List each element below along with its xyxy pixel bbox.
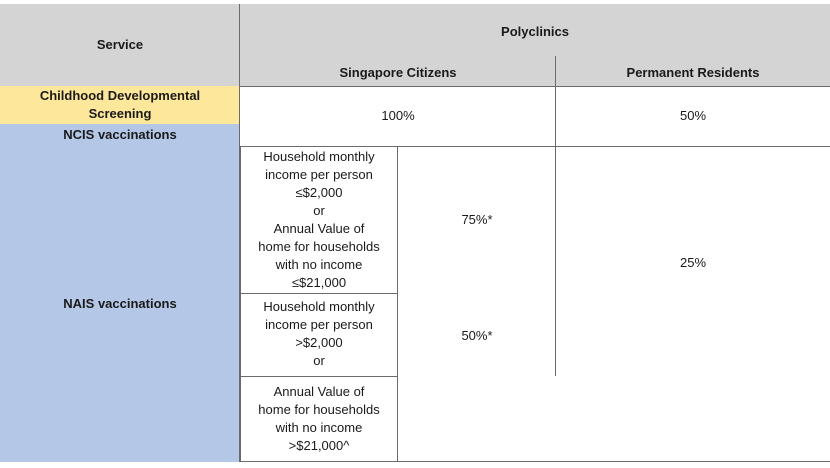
header-service [0,4,240,86]
tier2-line: income per person [265,317,373,332]
tier1-line: or [313,203,325,218]
tier2-value-text: 50%* [461,328,493,343]
divider-table-bottom [240,461,830,462]
service-ncis [0,124,240,146]
divider-tier1-bottom [240,293,398,294]
divider-header-bottom [240,86,830,87]
resident-value-text: 50% [679,108,707,123]
tier1-line: home for households [258,239,380,254]
citizen-value-100 [240,86,556,146]
nais-tier2-criteria-b [240,378,398,460]
tier1-line: Household monthly [263,149,375,164]
header-polyclinics-label: Polyclinics [501,24,569,39]
header-residents [556,60,830,86]
header-residents-label: Permanent Residents [626,65,760,80]
tier2-line: >$21,000^ [288,438,350,453]
nais-resident-value [556,148,830,378]
nais-tier2-value [398,296,556,376]
nais-tier1-criteria [240,148,398,292]
tier1-value-text: 75%* [461,212,493,227]
tier2-line: with no income [275,420,363,435]
tier1-line: with no income [275,257,363,272]
childhood-label-line1: Childhood Developmental [39,88,201,103]
childhood-label-line2: Screening [88,106,152,121]
divider-criteria-value [397,147,398,462]
tier1-line: Annual Value of [273,221,365,236]
header-citizens-label: Singapore Citizens [339,65,457,80]
divider-citizens-residents [555,56,556,376]
divider-shared-row-bottom [240,146,830,147]
tier2-line: or [313,353,325,368]
nais-tier1-value [398,148,556,292]
service-nais [0,146,240,462]
header-service-label: Service [96,37,144,52]
resident-value-50 [556,86,830,146]
ncis-label: NCIS vaccinations [63,127,177,142]
nais-tier2-criteria-a [240,294,398,374]
divider-criteria-left [240,147,241,462]
nais-label: NAIS vaccinations [63,296,177,311]
tier2-line: Annual Value of [273,384,365,399]
tier1-line: ≤$21,000 [291,275,347,290]
tier2-line: Household monthly [263,299,375,314]
nais-resident-value-text: 25% [679,255,707,270]
header-polyclinics [240,4,830,60]
header-citizens [240,60,556,86]
tier1-line: ≤$2,000 [295,185,343,200]
tier2-line: >$2,000 [295,335,343,350]
tier2-line: home for households [258,402,380,417]
service-childhood-screening [0,86,240,124]
citizen-value-text: 100% [381,108,415,123]
tier1-line: income per person [265,167,373,182]
divider-tier2-middle [240,376,398,377]
